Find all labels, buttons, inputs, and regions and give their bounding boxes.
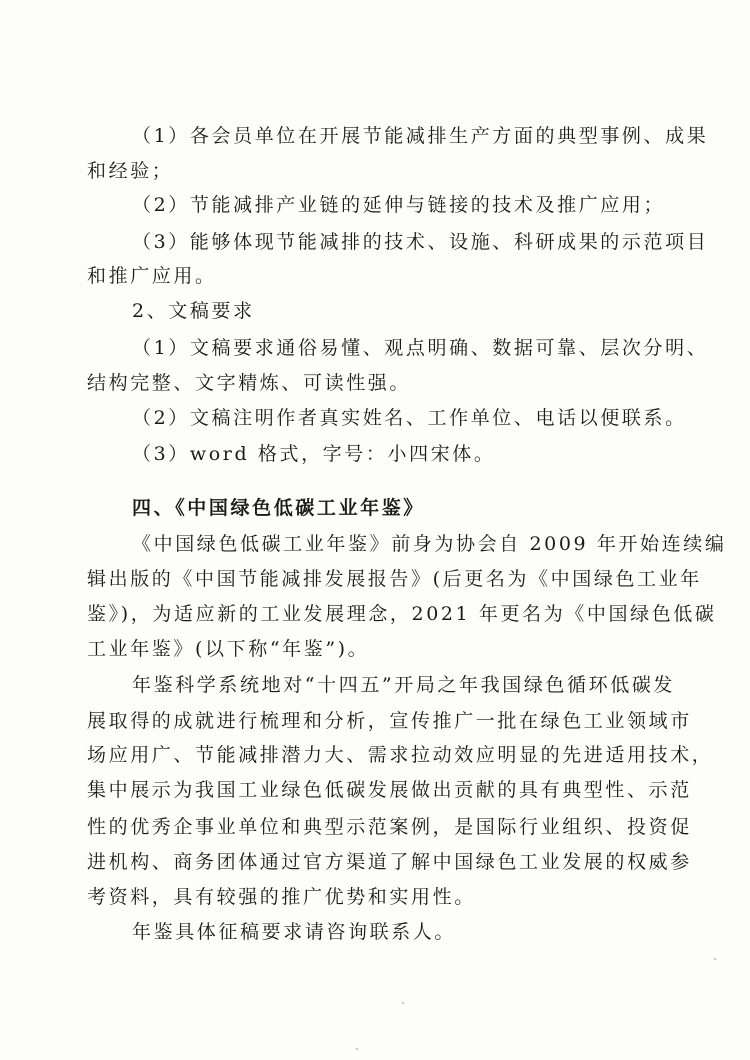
paragraph-line: 鉴》)，为适应新的工业发展理念，2021 年更名为《中国绿色低碳 [87,603,717,625]
scan-speck [402,1002,404,1004]
paragraph-line: 和推广应用。 [87,265,217,287]
paragraph-line: 进机构、商务团体通过官方渠道了解中国绿色工业发展的权威参 [87,851,692,873]
paragraph-line: 和经验； [87,160,174,182]
paragraph-line: （3）word 格式，字号：小四宋体。 [132,443,496,465]
scan-speck [356,1048,358,1050]
paragraph-line: 展取得的成就进行梳理和分析，宣传推广一批在绿色工业领域市 [87,710,692,732]
paragraph-line: 年鉴具体征稿要求请咨询联系人。 [132,921,457,943]
section-heading: 四、《中国绿色低碳工业年鉴》 [132,497,425,519]
section-subheading: 2、文稿要求 [132,300,255,322]
paragraph-line: （2）节能减排产业链的延伸与链接的技术及推广应用； [132,194,666,216]
paragraph-line: 《中国绿色低碳工业年鉴》前身为协会自 2009 年开始连续编 [132,533,727,555]
paragraph-line: 年鉴科学系统地对“十四五”开局之年我国绿色循环低碳发 [132,674,676,696]
paragraph-line: （3）能够体现节能减排的技术、设施、科研成果的示范项目 [132,231,709,253]
paragraph-line: （1）各会员单位在开展节能减排生产方面的典型事例、成果 [132,125,709,147]
paragraph-line: 考资料，具有较强的推广优势和实用性。 [87,886,476,908]
paragraph-line: 结构完整、文字精炼、可读性强。 [87,372,412,394]
paragraph-line: 辑出版的《中国节能减排发展报告》(后更名为《中国绿色工业年 [87,568,702,590]
paragraph-line: 集中展示为我国工业绿色低碳发展做出贡献的具有典型性、示范 [87,779,692,801]
paragraph-line: （1）文稿要求通俗易懂、观点明确、数据可靠、层次分明、 [132,337,709,359]
paragraph-line: 性的优秀企事业单位和典型示范案例，是国际行业组织、投资促 [87,816,692,838]
paragraph-line: （2）文稿注明作者真实姓名、工作单位、电话以便联系。 [132,407,687,429]
paragraph-line: 工业年鉴》(以下称“年鉴”)。 [87,638,370,660]
paragraph-line: 场应用广、节能减排潜力大、需求拉动效应明显的先进适用技术， [87,744,714,766]
scan-speck [714,958,716,960]
